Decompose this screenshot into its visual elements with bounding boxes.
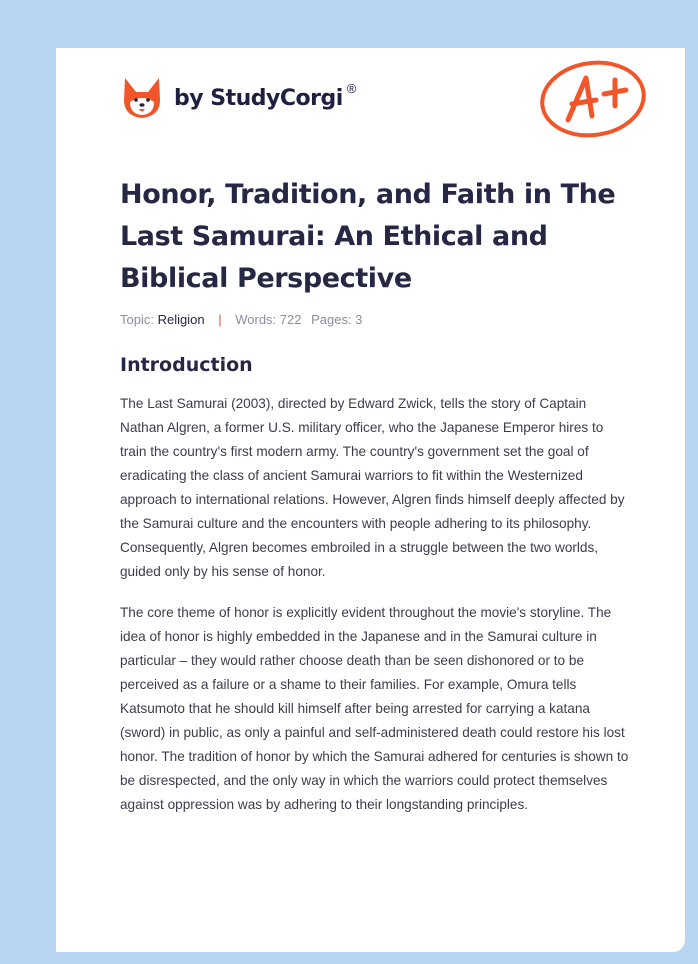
meta-separator: |	[218, 312, 222, 327]
article-title: Honor, Tradition, and Faith in The Last Samurai: An Ethical and Biblical Perspective	[120, 179, 616, 294]
topic-label: Topic:	[120, 312, 154, 327]
topic-link[interactable]: Religion	[157, 312, 205, 327]
a-plus-grade-icon	[538, 58, 648, 140]
document-card	[56, 48, 685, 952]
paragraph: The core theme of honor is explicitly evident throughout the movie's storyline. The idea of honor is highly embedded in the Japanese and in the Samurai culture in particular – they would rather choose death than be seen dishonored or to be perceived as a failure or a shame to their families. For example, Omura tells Katsumoto that he should kill himself after being arrested for carrying a katana (sword) in public, as only a painful and self-administered death could restore his lost honor. The tradition of honor by which the Samurai adhered for centuries is shown to be disrespected, and the only way in which the warriors could protect themselves against oppression was by adhering to their longstanding principles.	[120, 605, 629, 812]
paragraph: The Last Samurai (2003), directed by Edward Zwick, tells the story of Captain Nathan Algren, a former U.S. military officer, who the Japanese Emperor hires to train the country's first modern army. The country's government set the goal of eradicating the class of ancient Samurai warriors to fit within the Westernized approach to international relations. However, Algren finds himself deeply affected by the Samurai culture and the encounters with people adhering to its philosophy. Consequently, Algren becomes embroiled in a struggle between the two worlds, guided only by his sense of honor.	[120, 396, 625, 579]
word-count: Words: 722	[235, 312, 302, 327]
article-meta	[120, 312, 362, 327]
section-heading-introduction: Introduction	[120, 354, 253, 376]
brand-header[interactable]	[122, 76, 356, 120]
brand-name: by StudyCorgi	[174, 85, 343, 111]
registered-mark: ®	[346, 80, 357, 96]
corgi-logo-icon	[122, 76, 162, 120]
page-count: Pages: 3	[311, 312, 363, 327]
article-body	[120, 392, 630, 834]
